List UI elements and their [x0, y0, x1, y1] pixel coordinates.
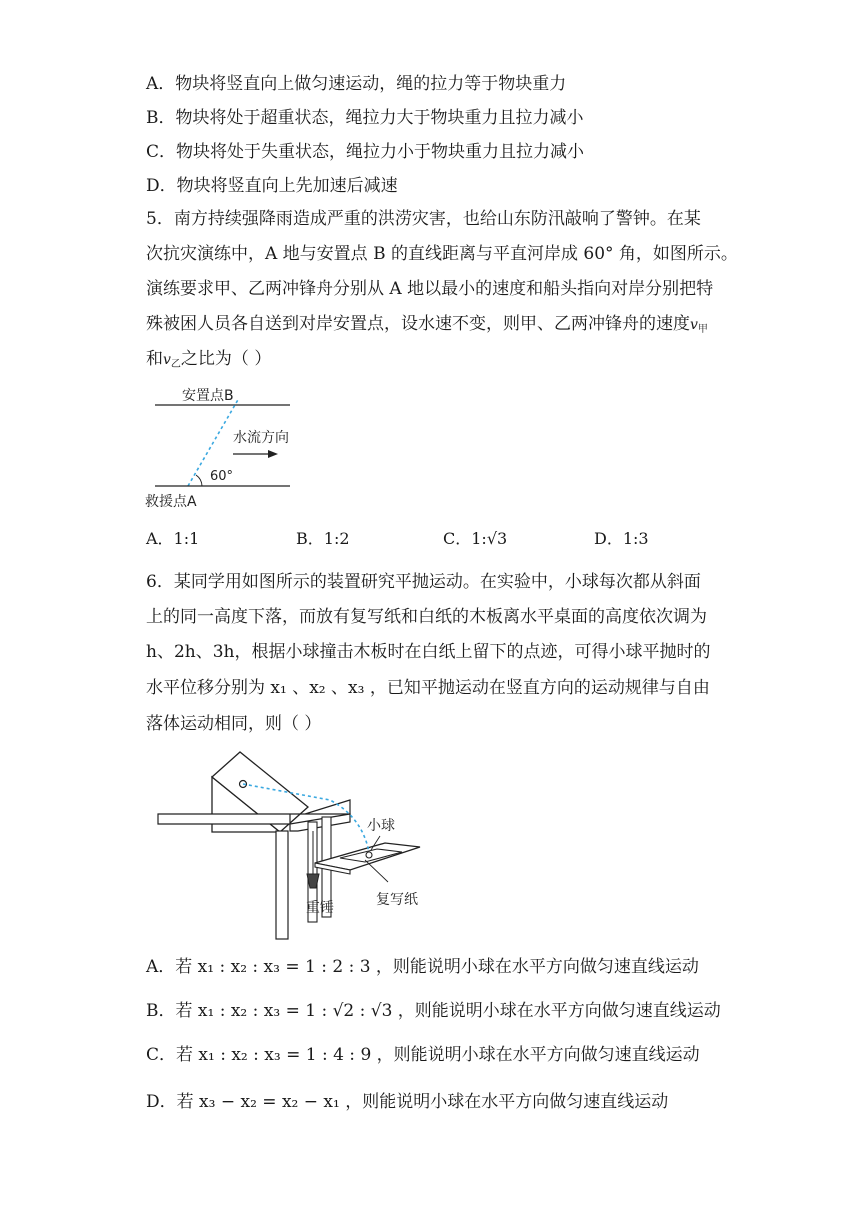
q5-stem-line-2: 次抗灾演练中，A 地与安置点 B 的直线距离与平直河岸成 60° 角，如图所示。 [146, 244, 738, 264]
table-leg [276, 831, 288, 939]
label-carbon-paper: 复写纸 [376, 892, 418, 908]
label-point-b: 安置点B [182, 388, 234, 404]
prev-option-a: A．物块将竖直向上做匀速运动，绳的拉力等于物块重力 [146, 74, 567, 94]
q5-stem-line-5: 和$v_乙$之比为（ ） [146, 349, 272, 370]
q6-stem-line-4: 水平位移分别为 x₁ 、x₂ 、x₃ ，已知平抛运动在竖直方向的运动规律与自由 [146, 678, 710, 698]
q6-apparatus-diagram [140, 742, 440, 942]
sqrt-3: √3 [486, 529, 508, 548]
q5-option-a: A．1:1 [146, 529, 200, 548]
label-point-a: 救援点A [145, 494, 197, 510]
q6-option-b: B．若 x₁ : x₂ : x₃ = 1 : √2 : √3 ，则能说明小球在水平方向做匀速直线运动 [146, 1001, 721, 1021]
q5-stem-line-1: 5．南方持续强降雨造成严重的洪涝灾害，也给山东防汛敲响了警钟。在某 [146, 209, 701, 229]
prev-option-c: C．物块将处于失重状态，绳拉力小于物块重力且拉力减小 [146, 142, 585, 162]
q5-option-d: D．1:3 [594, 529, 649, 548]
q5-river-diagram [140, 378, 310, 513]
prev-option-d: D．物块将竖直向上先加速后减速 [146, 176, 398, 196]
q6-stem-line-2: 上的同一高度下落，而放有复写纸和白纸的木板离水平桌面的高度依次调为 [146, 607, 707, 627]
q5-stem-line-4 [146, 312, 708, 342]
q6-option-c: C．若 x₁ : x₂ : x₃ = 1 : 4 : 9 ，则能说明小球在水平方向做匀速直线运动 [146, 1045, 700, 1065]
q6-stem-line-5: 落体运动相同，则（ ） [146, 714, 322, 734]
table-right-edge [290, 814, 350, 831]
v-yi-symbol: $v_乙$ [163, 352, 181, 370]
label-flow-direction: 水流方向 [233, 430, 289, 446]
v-jia-symbol: $v_甲$ [690, 317, 708, 335]
prev-option-b: B．物块将处于超重状态，绳拉力大于物块重力且拉力减小 [146, 108, 584, 128]
q6-option-d: D．若 x₃ − x₂ = x₂ − x₁ ，则能说明小球在水平方向做匀速直线运动 [146, 1092, 669, 1112]
q6-stem-line-3: h、2h、3h，根据小球撞击木板时在白纸上留下的点迹，可得小球平抛时的 [146, 642, 711, 662]
label-plumb-weight: 重锤 [306, 900, 334, 916]
flow-arrow-head [268, 450, 278, 458]
label-ball: 小球 [367, 818, 395, 834]
angle-arc [196, 475, 202, 486]
ball-mark [366, 852, 372, 858]
q6-option-a: A．若 x₁ : x₂ : x₃ = 1 : 2 : 3 ，则能说明小球在水平方向做匀速直线运动 [146, 957, 699, 977]
q5-stem-line-4-text: 殊被困人员各自送到对岸安置点，设水速不变，则甲、乙两冲锋舟的速度 [146, 314, 690, 334]
q5-option-c: C．1:√3 [443, 529, 508, 548]
q5-option-b: B．1:2 [296, 529, 350, 548]
q6-stem-line-1: 6．某同学用如图所示的装置研究平抛运动。在实验中，小球每次都从斜面 [146, 572, 701, 592]
label-angle-60: 60° [210, 469, 234, 484]
leader-carbon [365, 860, 388, 882]
q5-stem-line-3: 演练要求甲、乙两冲锋舟分别从 A 地以最小的速度和船头指向对岸分别把特 [146, 279, 714, 299]
